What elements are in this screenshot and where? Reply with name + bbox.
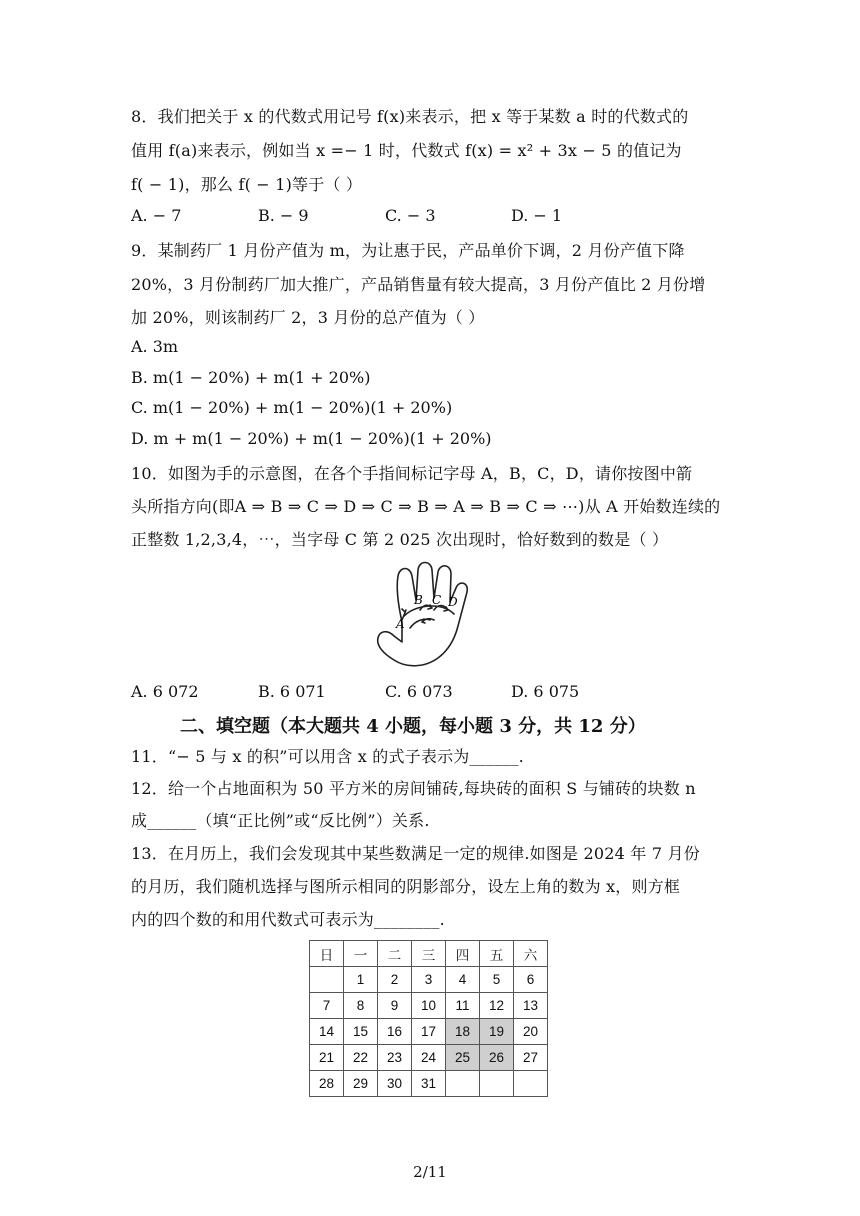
calendar-cell: 27 <box>514 1045 548 1071</box>
calendar-row <box>310 1071 548 1097</box>
page-number: 2/11 <box>413 1163 447 1181</box>
q8-line-2: 值用 f(a)来表示，例如当 x =− 1 时，代数式 f(x) = x² + 3x − 5 的值记为 <box>131 141 682 160</box>
calendar-table <box>309 940 548 1097</box>
calendar-header-cell: 日 <box>310 941 344 967</box>
calendar-cell: 20 <box>514 1019 548 1045</box>
calendar-cell: 29 <box>344 1071 378 1097</box>
hand-label-d: D <box>448 595 458 609</box>
calendar-cell <box>446 1071 480 1097</box>
q10-option-d: D. 6 075 <box>511 682 580 701</box>
calendar-cell-shaded: 18 <box>446 1019 480 1045</box>
calendar-header-row <box>310 941 548 967</box>
calendar-cell-shaded: 19 <box>480 1019 514 1045</box>
calendar-header-cell: 二 <box>378 941 412 967</box>
calendar-header-cell: 五 <box>480 941 514 967</box>
calendar-cell: 3 <box>412 967 446 993</box>
hand-diagram <box>372 560 482 672</box>
calendar-cell: 13 <box>514 993 548 1019</box>
calendar-cell: 28 <box>310 1071 344 1097</box>
hand-label-b: B <box>414 593 423 607</box>
calendar-header-cell: 六 <box>514 941 548 967</box>
q12-line-1: 12．给一个占地面积为 50 平方米的房间铺砖,每块砖的面积 S 与铺砖的块数 n <box>131 779 696 798</box>
calendar-cell: 1 <box>344 967 378 993</box>
calendar-cell: 6 <box>514 967 548 993</box>
calendar-header-cell: 三 <box>412 941 446 967</box>
calendar-cell: 21 <box>310 1045 344 1071</box>
q13-line-2: 的月历，我们随机选择与图所示相同的阴影部分，设左上角的数为 x，则方框 <box>131 877 681 896</box>
q10-line-1: 10．如图为手的示意图，在各个手指间标记字母 A，B，C，D，请你按图中箭 <box>131 464 693 483</box>
calendar-cell: 8 <box>344 993 378 1019</box>
q13-line-1: 13．在月历上，我们会发现其中某些数满足一定的规律.如图是 2024 年 7 月份 <box>131 844 700 863</box>
q9-option-c: C. m(1 − 20%) + m(1 − 20%)(1 + 20%) <box>131 398 453 417</box>
calendar-cell <box>310 967 344 993</box>
q10-option-a: A. 6 072 <box>131 682 199 701</box>
calendar-cell: 22 <box>344 1045 378 1071</box>
q9-line-2: 20%，3 月份制药厂加大推广，产品销售量有较大提高，3 月份产值比 2 月份增 <box>131 275 706 294</box>
calendar-cell: 31 <box>412 1071 446 1097</box>
calendar-cell-shaded: 26 <box>480 1045 514 1071</box>
q11-line-1: 11．“− 5 与 x 的积”可以用含 x 的式子表示为______. <box>131 747 524 766</box>
calendar-cell: 16 <box>378 1019 412 1045</box>
section-title: 二、填空题（本大题共 4 小题，每小题 3 分，共 12 分） <box>180 716 646 737</box>
q10-line-3: 正整数 1,2,3,4，⋯，当字母 C 第 2 025 次出现时，恰好数到的数是（ ） <box>131 530 669 549</box>
q12-line-2: 成______（填“正比例”或“反比例”）关系. <box>131 811 430 830</box>
calendar-cell: 10 <box>412 993 446 1019</box>
q9-line-1: 9．某制药厂 1 月份产值为 m，为让惠于民，产品单价下调，2 月份产值下降 <box>131 241 685 260</box>
calendar-cell: 23 <box>378 1045 412 1071</box>
calendar-cell: 2 <box>378 967 412 993</box>
calendar-cell: 30 <box>378 1071 412 1097</box>
calendar-cell: 9 <box>378 993 412 1019</box>
calendar-cell: 24 <box>412 1045 446 1071</box>
q10-option-c: C. 6 073 <box>385 682 453 701</box>
calendar-cell: 17 <box>412 1019 446 1045</box>
hand-label-c: C <box>432 593 442 607</box>
calendar-cell: 11 <box>446 993 480 1019</box>
calendar-cell-shaded: 25 <box>446 1045 480 1071</box>
q10-line-2: 头所指方向(即A ⇒ B ⇒ C ⇒ D ⇒ C ⇒ B ⇒ A ⇒ B ⇒ C ⇒ ⋯)从 A 开始数连续的 <box>131 497 721 516</box>
q13-line-3: 内的四个数的和用代数式可表示为________. <box>131 910 445 929</box>
q9-option-d: D. m + m(1 − 20%) + m(1 − 20%)(1 + 20%) <box>131 429 492 448</box>
q9-option-a: A. 3m <box>131 337 179 356</box>
q8-option-d: D. − 1 <box>511 206 563 225</box>
q8-line-1: 8．我们把关于 x 的代数式用记号 f(x)来表示，把 x 等于某数 a 时的代数式的 <box>131 107 689 126</box>
calendar-cell: 7 <box>310 993 344 1019</box>
calendar-row <box>310 993 548 1019</box>
q8-option-c: C. − 3 <box>385 206 436 225</box>
q8-line-3: f( − 1)，那么 f( − 1)等于（ ） <box>131 175 363 194</box>
q8-option-b: B. − 9 <box>258 206 309 225</box>
calendar-cell <box>514 1071 548 1097</box>
calendar-cell: 15 <box>344 1019 378 1045</box>
calendar-header-cell: 四 <box>446 941 480 967</box>
calendar-header-cell: 一 <box>344 941 378 967</box>
calendar-cell: 12 <box>480 993 514 1019</box>
calendar-cell: 5 <box>480 967 514 993</box>
calendar-row <box>310 1045 548 1071</box>
calendar-cell: 14 <box>310 1019 344 1045</box>
q8-option-a: A. − 7 <box>131 206 182 225</box>
q9-line-3: 加 20%，则该制药厂 2，3 月份的总产值为（ ） <box>131 308 485 327</box>
calendar-row <box>310 967 548 993</box>
q10-option-b: B. 6 071 <box>258 682 326 701</box>
hand-label-a: A <box>396 617 405 631</box>
q9-option-b: B. m(1 − 20%) + m(1 + 20%) <box>131 368 371 387</box>
calendar-cell <box>480 1071 514 1097</box>
calendar-row <box>310 1019 548 1045</box>
calendar-cell: 4 <box>446 967 480 993</box>
